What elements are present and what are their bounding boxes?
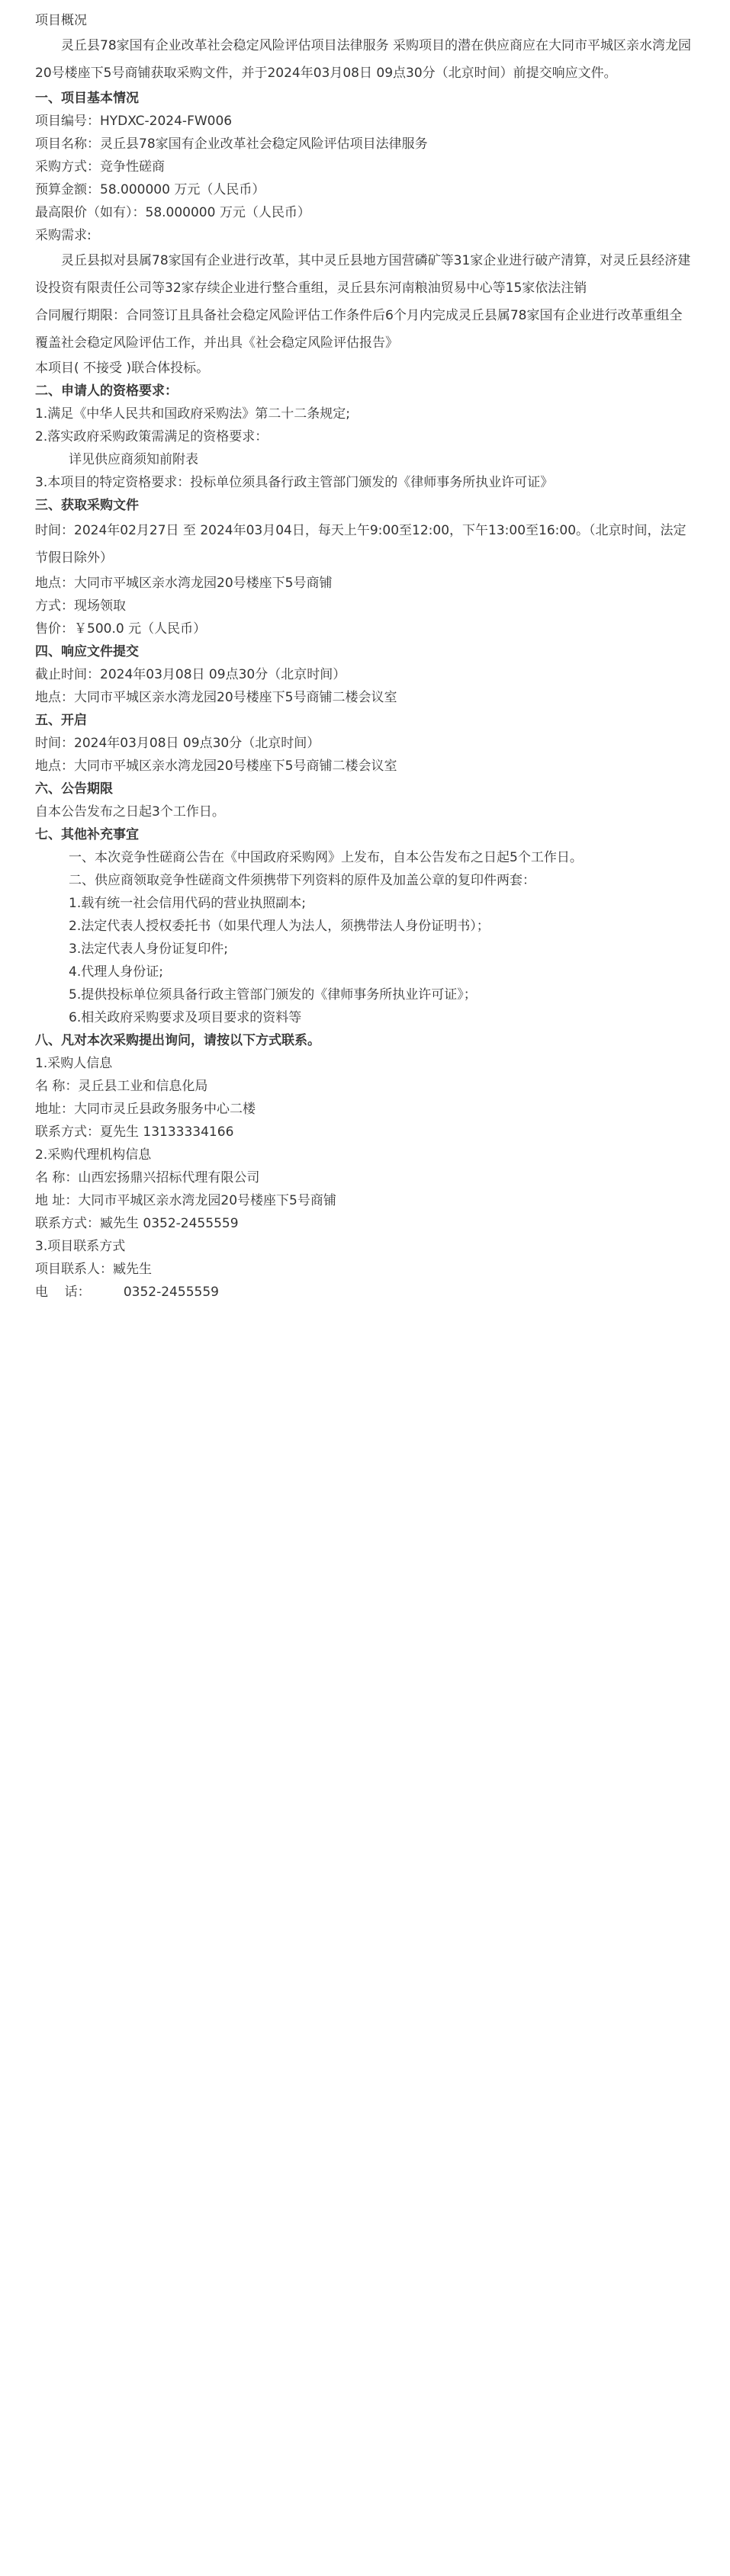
- required-doc-3: 3.法定代表人身份证复印件;: [69, 942, 228, 957]
- page-title: 项目概况: [35, 13, 87, 28]
- purchaser-title: 1.采购人信息: [35, 1056, 113, 1071]
- submission-place: 地点：大同市平城区亲水湾龙园20号楼座下5号商铺二楼会议室: [35, 690, 397, 705]
- required-doc-4: 4.代理人身份证;: [69, 964, 163, 980]
- max-price: 最高限价（如有）：58.000000 万元（人民币）: [35, 205, 310, 220]
- project-name: 项目名称：灵丘县78家国有企业改革社会稳定风险评估项目法律服务: [35, 136, 428, 152]
- procurement-method: 采购方式：竞争性磋商: [35, 159, 165, 175]
- qualification-2-detail: 详见供应商须知前附表: [69, 452, 198, 467]
- purchaser-contact: 联系方式：夏先生 13133334166: [35, 1124, 234, 1140]
- project-number: 项目编号：HYDXC-2024-FW006: [35, 114, 233, 129]
- section-7-heading: 七、其他补充事宜: [35, 827, 139, 842]
- budget-amount: 预算金额：58.000000 万元（人民币）: [35, 182, 265, 197]
- required-doc-2: 2.法定代表人授权委托书（如果代理人为法人，须携带法人身份证明书）；: [69, 919, 490, 934]
- qualification-1: 1.满足《中华人民共和国政府采购法》第二十二条规定;: [35, 406, 350, 422]
- document-price: 售价：￥500.0 元（人民币）: [35, 621, 207, 637]
- agency-contact: 联系方式：臧先生 0352-2455559: [35, 1216, 239, 1231]
- required-doc-5: 5.提供投标单位须具备行政主管部门颁发的《律师事务所执业许可证》；: [69, 987, 477, 1002]
- qualification-3: 3.本项目的特定资格要求：投标单位须具备行政主管部门颁发的《律师事务所执业许可证》: [35, 475, 554, 490]
- project-contact-title: 3.项目联系方式: [35, 1239, 126, 1254]
- required-doc-1: 1.载有统一社会信用代码的营业执照副本;: [69, 896, 306, 911]
- supplement-2: 二、供应商领取竞争性磋商文件须携带下列资料的原件及加盖公章的复印件两套：: [69, 873, 535, 888]
- acquire-time: 时间：2024年02月27日 至 2024年03月04日，每天上午9:00至12:00，下午13:00至16:00。（北京时间，法定节假日除外）: [35, 523, 687, 566]
- required-doc-6: 6.相关政府采购要求及项目要求的资料等: [69, 1010, 302, 1025]
- agency-name: 名 称：山西宏扬鼎兴招标代理有限公司: [35, 1170, 260, 1185]
- agency-title: 2.采购代理机构信息: [35, 1147, 152, 1163]
- project-contact-phone: 电 话： 0352-2455559: [35, 1285, 219, 1300]
- section-4-heading: 四、响应文件提交: [35, 644, 139, 659]
- requirements-text: 灵丘县拟对县属78家国有企业进行改革，其中灵丘县地方国营磷矿等31家企业进行破产清算，对灵丘县经济建设投资有限责任公司等32家存续企业进行整合重组，灵丘县东河南粮油贸易中心等15家依法注销: [35, 253, 691, 296]
- requirements-label: 采购需求:: [35, 228, 92, 243]
- consortium-note: 本项目( 不接受 )联合体投标。: [35, 361, 210, 376]
- supplement-1: 一、本次竞争性磋商公告在《中国政府采购网》上发布，自本公告发布之日起5个工作日。: [69, 850, 583, 865]
- contract-period: 合同履行期限：合同签订且具备社会稳定风险评估工作条件后6个月内完成灵丘县属78家国有企业进行改革重组全覆盖社会稳定风险评估工作，并出具《社会稳定风险评估报告》: [35, 308, 683, 351]
- acquire-mode: 方式：现场领取: [35, 598, 126, 614]
- acquire-place: 地点：大同市平城区亲水湾龙园20号楼座下5号商铺: [35, 576, 333, 591]
- submission-deadline: 截止时间：2024年03月08日 09点30分（北京时间）: [35, 667, 346, 682]
- section-5-heading: 五、开启: [35, 713, 87, 728]
- section-6-heading: 六、公告期限: [35, 781, 113, 797]
- intro-paragraph: 灵丘县78家国有企业改革社会稳定风险评估项目法律服务 采购项目的潜在供应商应在大同市平城区亲水湾龙园20号楼座下5号商铺获取采购文件，并于2024年03月08日 09点30分（北京时间）前提交响应文件。: [35, 38, 692, 81]
- section-8-heading: 八、凡对本次采购提出询问，请按以下方式联系。: [35, 1033, 320, 1048]
- section-3-heading: 三、获取采购文件: [35, 498, 139, 513]
- project-contact-person: 项目联系人：臧先生: [35, 1262, 152, 1277]
- notice-period: 自本公告发布之日起3个工作日。: [35, 804, 225, 820]
- purchaser-name: 名 称：灵丘县工业和信息化局: [35, 1079, 208, 1094]
- section-1-heading: 一、项目基本情况: [35, 91, 139, 106]
- qualification-2: 2.落实政府采购政策需满足的资格要求：: [35, 429, 269, 444]
- agency-address: 地 址：大同市平城区亲水湾龙园20号楼座下5号商铺: [35, 1193, 336, 1208]
- opening-time: 时间：2024年03月08日 09点30分（北京时间）: [35, 736, 320, 751]
- purchaser-address: 地址：大同市灵丘县政务服务中心二楼: [35, 1102, 256, 1117]
- section-2-heading: 二、申请人的资格要求：: [35, 383, 178, 399]
- opening-place: 地点：大同市平城区亲水湾龙园20号楼座下5号商铺二楼会议室: [35, 759, 397, 774]
